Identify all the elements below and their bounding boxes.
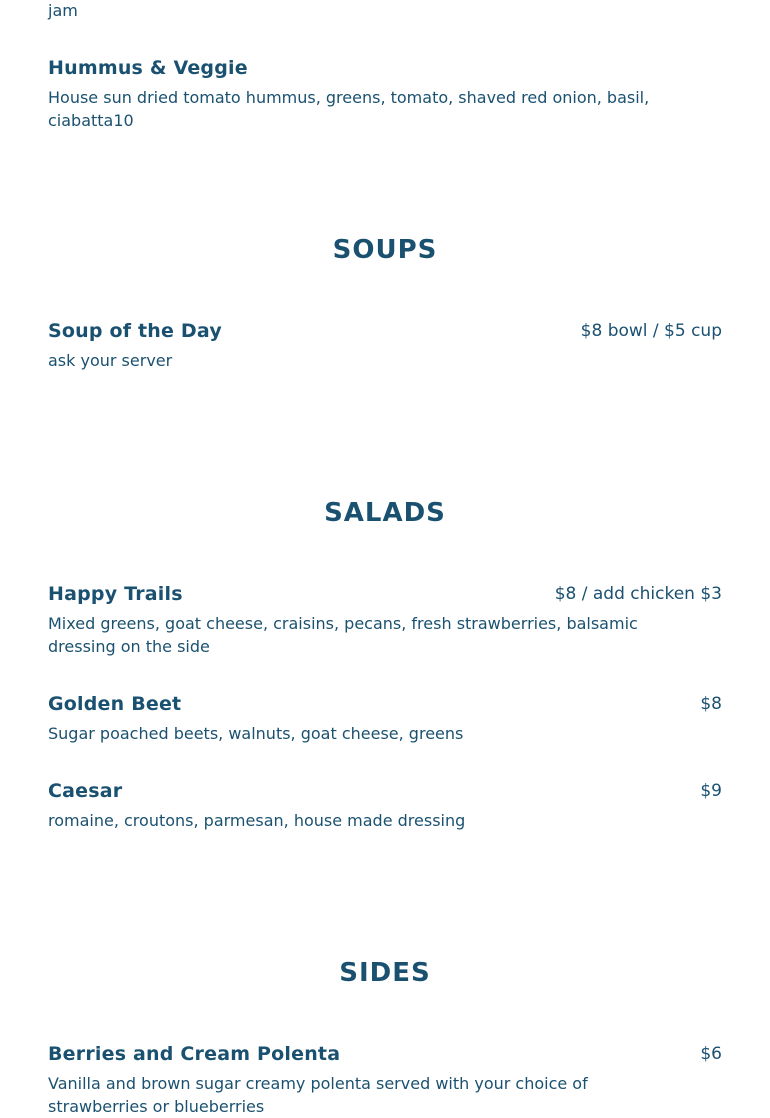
menu-item-price-caesar: $9: [700, 781, 722, 801]
menu-item-price-berries-cream-polenta: $6: [700, 1044, 722, 1064]
menu-item-price-soup-of-the-day: $8 bowl / $5 cup: [580, 321, 722, 341]
section-heading-sides: SIDES: [339, 958, 431, 988]
menu-item-title-golden-beet: Golden Beet: [48, 693, 182, 715]
menu-item-description-golden-beet: Sugar poached beets, walnuts, goat cheese, greens: [48, 724, 464, 743]
menu-item-title-happy-trails: Happy Trails: [48, 583, 183, 605]
previous-item-description-tail: jam: [48, 1, 78, 20]
menu-item-description-hummus-veggie: House sun dried tomato hummus, greens, tomato, shaved red onion, basil, ciabatta10: [48, 88, 650, 130]
menu-item-description-berries-cream-polenta: Vanilla and brown sugar creamy polenta served with your choice of strawberries or blueberries: [48, 1074, 588, 1116]
menu-item-description-happy-trails: Mixed greens, goat cheese, craisins, pecans, fresh strawberries, balsamic dressing on the side: [48, 614, 638, 656]
menu-item-description-caesar: romaine, croutons, parmesan, house made dressing: [48, 811, 466, 830]
menu-item-title-caesar: Caesar: [48, 780, 123, 802]
section-heading-salads: SALADS: [324, 498, 446, 528]
menu-item-title-soup-of-the-day: Soup of the Day: [48, 320, 222, 342]
menu-item-price-golden-beet: $8: [700, 694, 722, 714]
menu-item-price-happy-trails: $8 / add chicken $3: [554, 584, 722, 604]
menu-item-description-soup-of-the-day: ask your server: [48, 351, 173, 370]
section-heading-soups: SOUPS: [332, 235, 438, 265]
menu-item-title-berries-cream-polenta: Berries and Cream Polenta: [48, 1043, 341, 1065]
menu-item-title-hummus-veggie: Hummus & Veggie: [48, 57, 248, 79]
